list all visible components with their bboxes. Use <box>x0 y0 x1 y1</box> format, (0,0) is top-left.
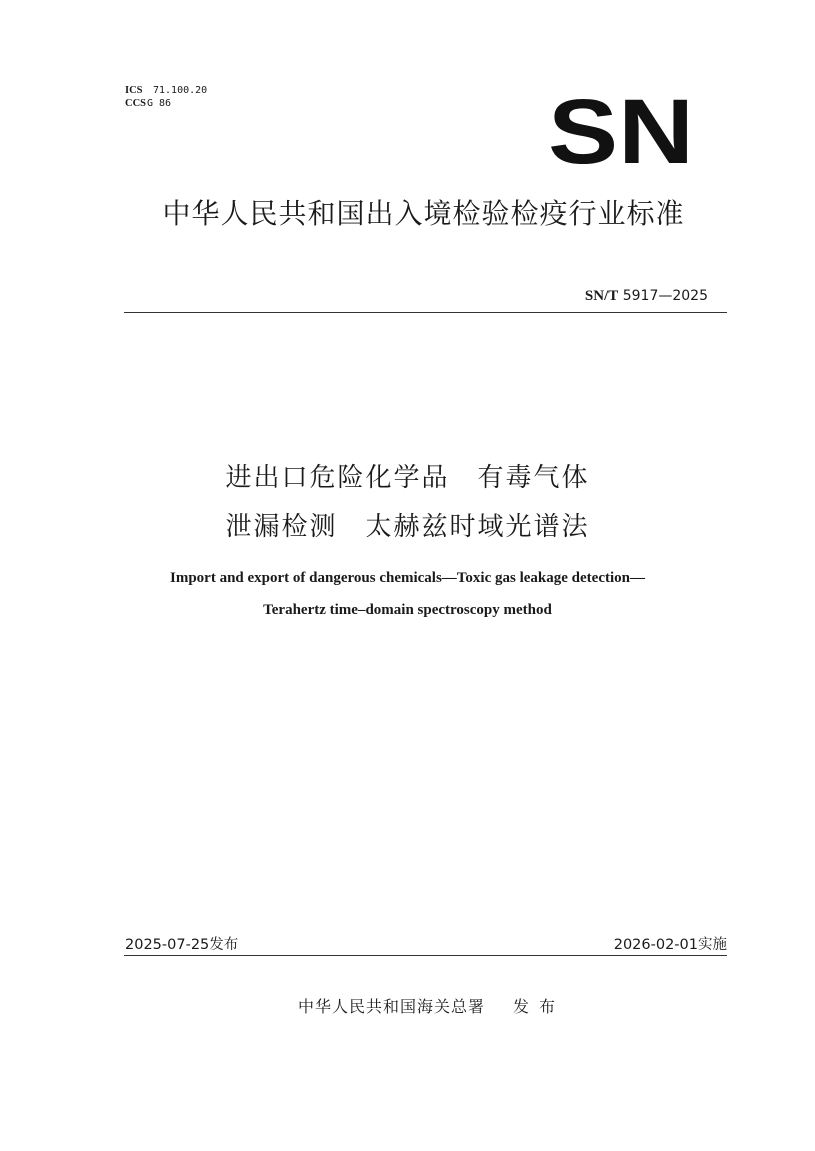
standard-number-prefix: SN/T <box>584 288 619 304</box>
ccs-line <box>125 97 207 110</box>
standard-category-title: 中华人民共和国出入境检验检疫行业标准 <box>162 197 685 230</box>
english-title-line-2: Terahertz time–domain spectroscopy method <box>263 602 552 618</box>
bottom-divider <box>124 955 727 956</box>
ccs-value: G 86 <box>147 98 172 109</box>
chinese-title-line-2: 泄漏检测 太赫兹时域光谱法 <box>225 512 590 542</box>
issuer-line <box>24 994 815 1017</box>
standard-number-value: 5917—2025 <box>622 288 708 304</box>
issuer-name: 中华人民共和国海关总署 <box>297 997 485 1016</box>
ics-value: 71.100.20 <box>153 85 208 96</box>
logo-text: SN <box>548 94 694 166</box>
ccs-label: CCS <box>125 98 147 109</box>
top-divider <box>124 312 727 313</box>
classification-codes <box>125 84 207 110</box>
ics-line <box>125 84 207 97</box>
chinese-title-line-1: 进出口危险化学品 有毒气体 <box>225 463 590 493</box>
sn-logo <box>548 94 694 166</box>
publish-label: 发布 <box>513 997 566 1016</box>
ics-label: ICS <box>125 85 143 96</box>
implementation-date: 2026-02-01实施 <box>613 937 727 953</box>
english-title-line-1: Import and export of dangerous chemicals—Toxic gas leakage detection— <box>170 570 645 586</box>
standard-number <box>585 288 708 305</box>
issue-date: 2025-07-25发布 <box>125 937 239 953</box>
